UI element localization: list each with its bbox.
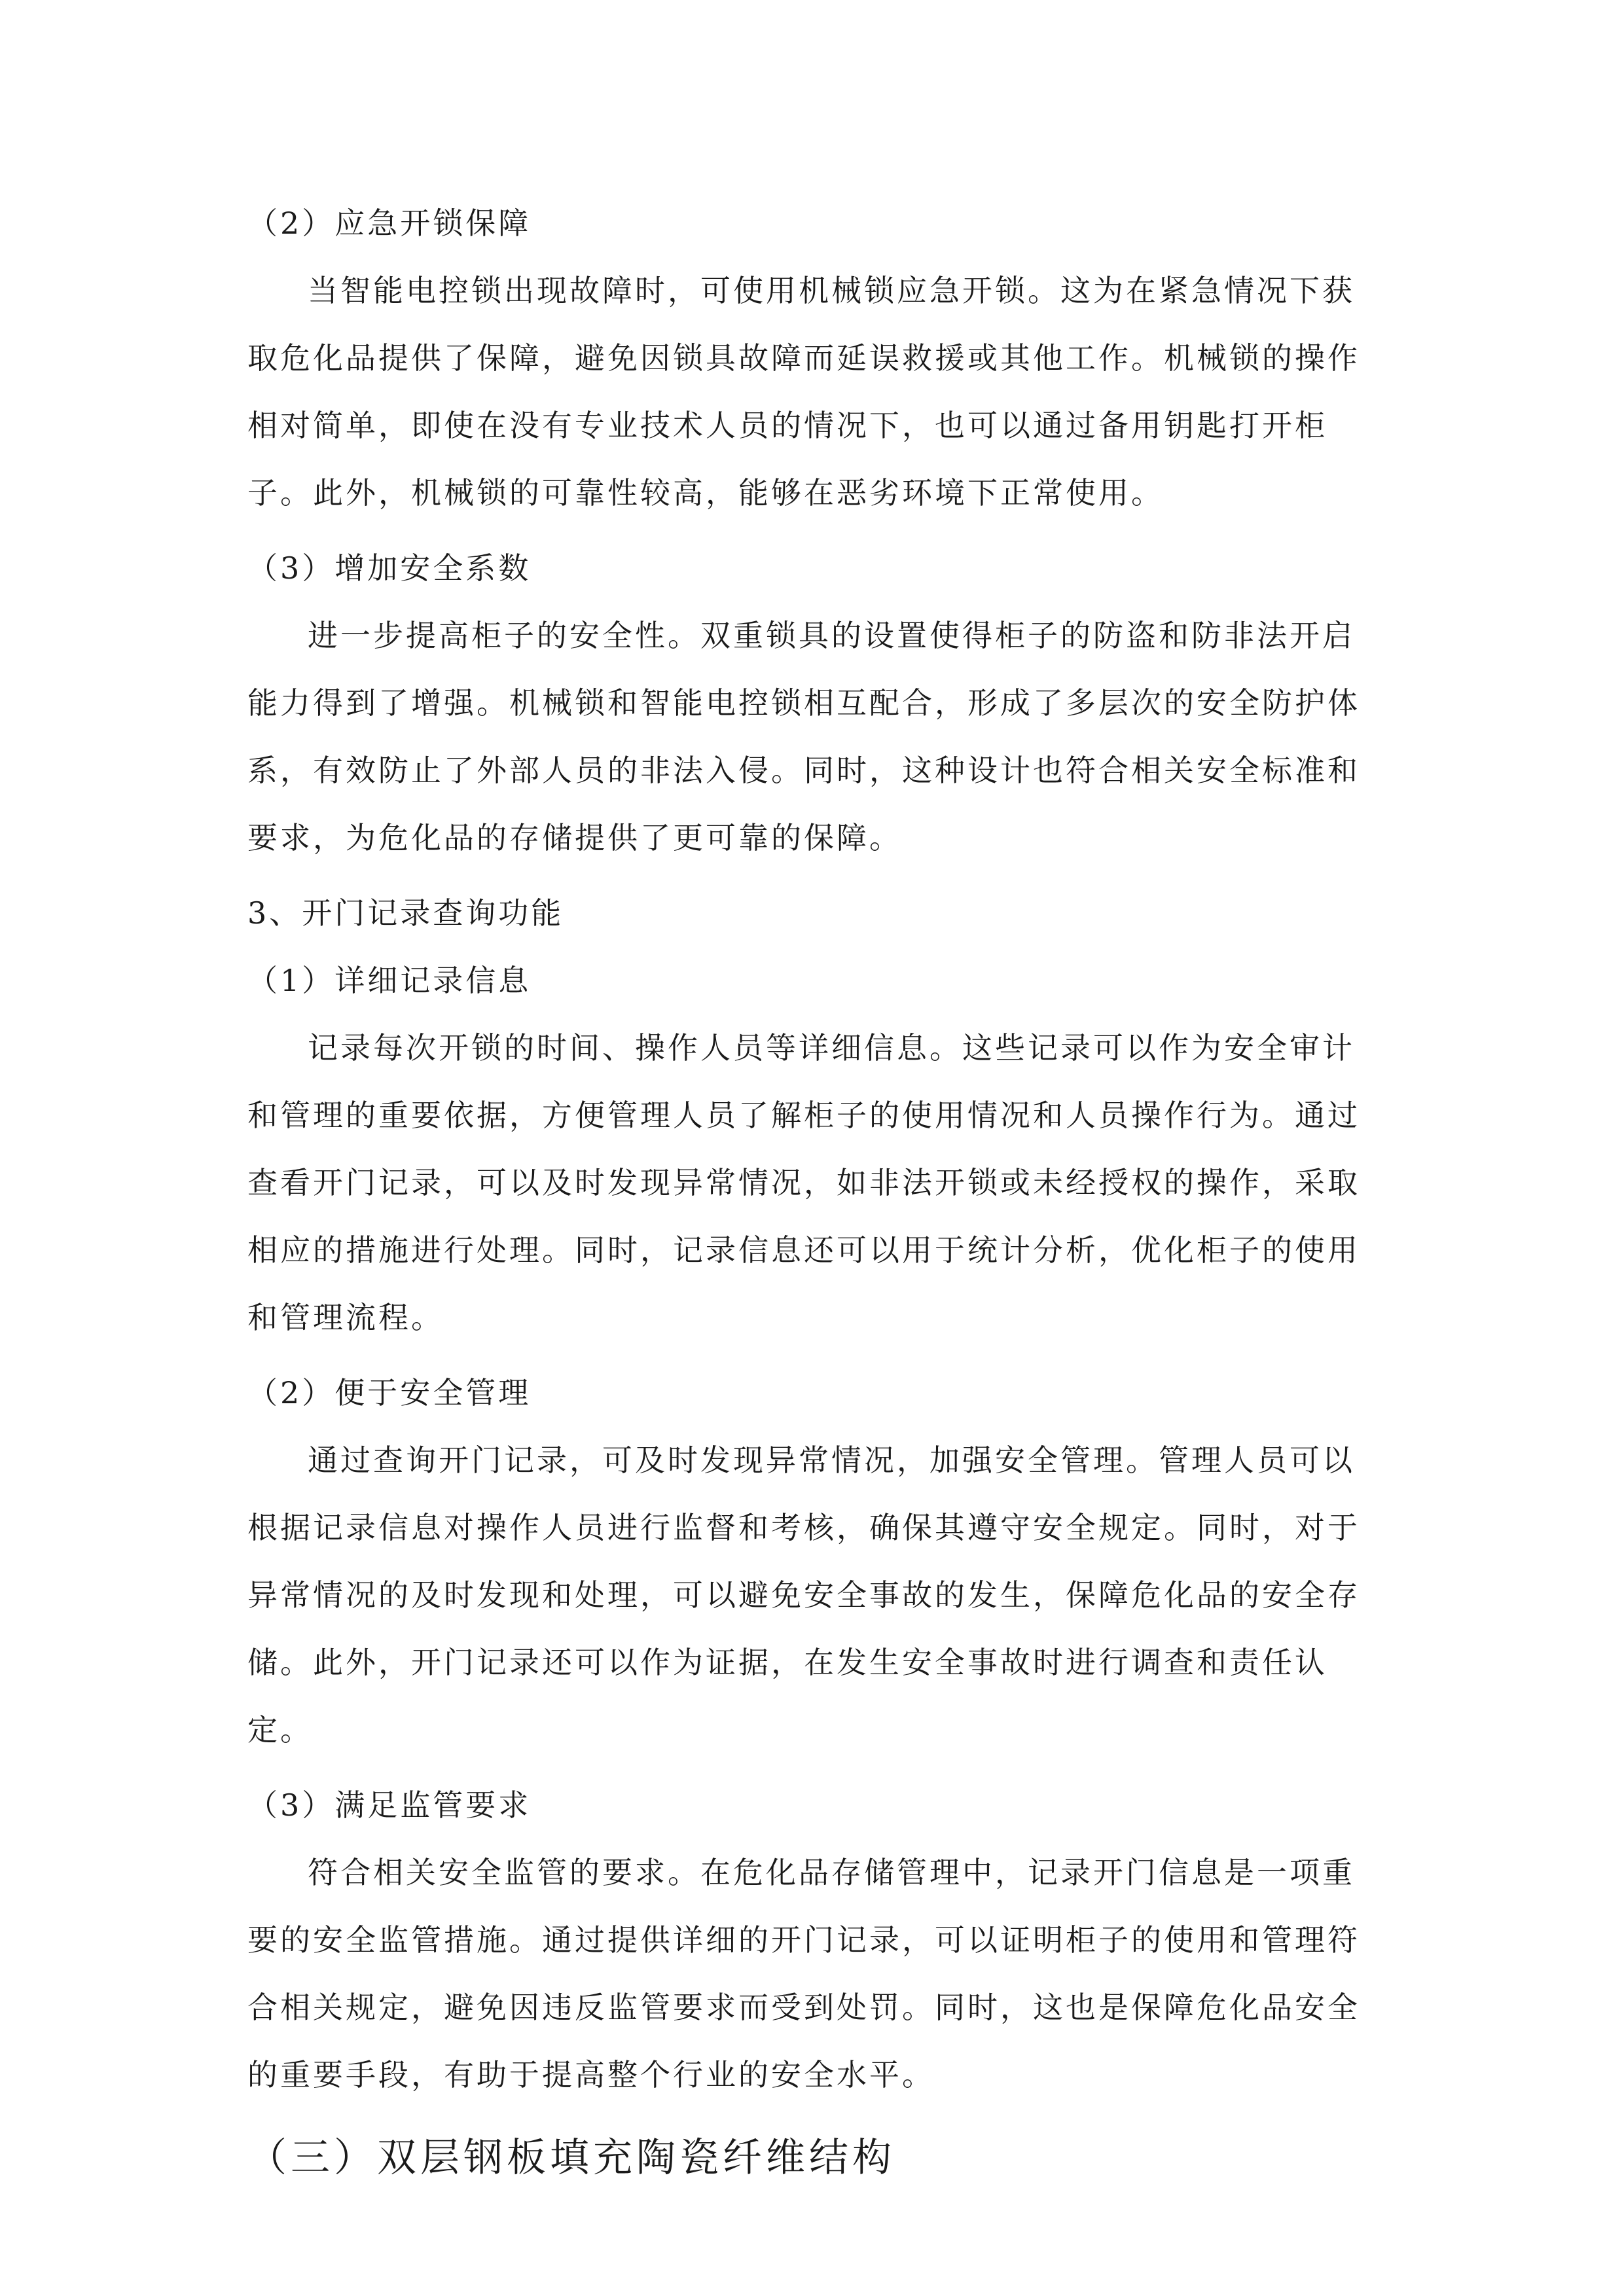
paragraph-line: 子。此外，机械锁的可靠性较高，能够在恶劣环境下正常使用。 [247, 475, 1164, 511]
paragraph-line: 相对简单，即使在没有专业技术人员的情况下，也可以通过备用钥匙打开柜 [247, 408, 1327, 443]
paragraph-line: 要的安全监管措施。通过提供详细的开门记录，可以证明柜子的使用和管理符 [247, 1922, 1360, 1958]
paragraph-line: 记录每次开锁的时间、操作人员等详细信息。这些记录可以作为安全审计 [308, 1030, 1355, 1066]
paragraph-line: 查看开门记录，可以及时发现异常情况，如非法开锁或未经授权的操作，采取 [247, 1165, 1360, 1200]
paragraph-emergency-unlock [247, 257, 1386, 527]
paragraph-line: 能力得到了增强。机械锁和智能电控锁相互配合，形成了多层次的安全防护体 [247, 685, 1360, 721]
section-title-steel-ceramic: （三）双层钢板填充陶瓷纤维结构 [247, 2135, 895, 2181]
paragraph-line: 根据记录信息对操作人员进行监督和考核，确保其遵守安全规定。同时，对于 [247, 1510, 1360, 1545]
document-body [247, 190, 1386, 2233]
paragraph-safety-factor [247, 602, 1386, 872]
paragraph-line: 当智能电控锁出现故障时，可使用机械锁应急开锁。这为在紧急情况下获 [308, 273, 1355, 308]
paragraph-line: 合相关规定，避免因违反监管要求而受到处罚。同时，这也是保障危化品安全 [247, 1990, 1360, 2025]
subheading-safety-management: （2）便于安全管理 [247, 1375, 532, 1410]
subheading-safety-factor: （3）增加安全系数 [247, 550, 532, 586]
subheading-emergency-unlock: （2）应急开锁保障 [247, 206, 532, 241]
paragraph-line: 取危化品提供了保障，避免因锁具故障而延误救援或其他工作。机械锁的操作 [247, 340, 1360, 376]
paragraph-line: 相应的措施进行处理。同时，记录信息还可以用于统计分析，优化柜子的使用 [247, 1232, 1360, 1268]
paragraph-line: 符合相关安全监管的要求。在危化品存储管理中，记录开门信息是一项重 [308, 1855, 1355, 1890]
subheading-detailed-record: （1）详细记录信息 [247, 963, 532, 998]
paragraph-line: 的重要手段，有助于提高整个行业的安全水平。 [247, 2057, 935, 2092]
paragraph-line: 和管理流程。 [247, 1300, 444, 1335]
paragraph-line: 要求，为危化品的存储提供了更可靠的保障。 [247, 820, 902, 855]
heading-door-record-query: 3、开门记录查询功能 [247, 895, 564, 931]
paragraph-detailed-record [247, 1014, 1386, 1352]
paragraph-line: 定。 [247, 1712, 313, 1748]
paragraph-line: 和管理的重要依据，方便管理人员了解柜子的使用情况和人员操作行为。通过 [247, 1098, 1360, 1133]
paragraph-regulatory [247, 1839, 1386, 2109]
subheading-regulatory: （3）满足监管要求 [247, 1787, 532, 1823]
paragraph-line: 通过查询开门记录，可及时发现异常情况，加强安全管理。管理人员可以 [308, 1443, 1355, 1478]
paragraph-safety-management [247, 1427, 1386, 1764]
paragraph-line: 系，有效防止了外部人员的非法入侵。同时，这种设计也符合相关安全标准和 [247, 753, 1360, 788]
paragraph-line: 储。此外，开门记录还可以作为证据，在发生安全事故时进行调查和责任认 [247, 1645, 1327, 1680]
paragraph-line: 异常情况的及时发现和处理，可以避免安全事故的发生，保障危化品的安全存 [247, 1577, 1360, 1613]
paragraph-line: 进一步提高柜子的安全性。双重锁具的设置使得柜子的防盗和防非法开启 [308, 618, 1355, 653]
